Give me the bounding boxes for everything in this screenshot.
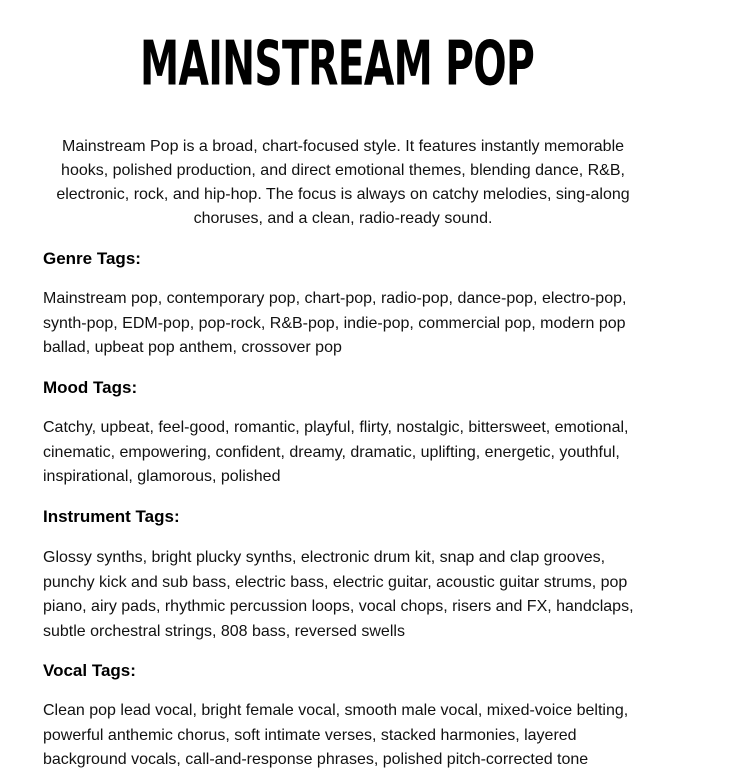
mood-tags-heading: Mood Tags:	[43, 378, 138, 397]
mood-tags-text: Catchy, upbeat, feel-good, romantic, playful, flirty, nostalgic, bittersweet, emotional, cinematic, empowering, confident, dreamy, dramatic, uplifting, energetic, youthful, inspirational, glamorous, polished	[43, 419, 629, 485]
instrument-tags-heading: Instrument Tags:	[43, 507, 180, 526]
page-title: MAINSTREAM POP	[140, 28, 535, 100]
vocal-tags-heading: Vocal Tags:	[43, 661, 136, 680]
genre-tags-text: Mainstream pop, contemporary pop, chart-pop, radio-pop, dance-pop, electro-pop, synth-pop, EDM-pop, pop-rock, R&B-pop, indie-pop, commercial pop, modern pop ballad, upbeat pop anthem, crossover pop	[43, 290, 627, 356]
intro-paragraph: Mainstream Pop is a broad, chart-focused style. It features instantly memorable hooks, polished production, and direct emotional themes, blending dance, R&B, electronic, rock, and hip-hop. The focus is always on catchy melodies, sing-along choruses, and a clean, radio-ready sound.	[56, 138, 630, 227]
instrument-tags-text: Glossy synths, bright plucky synths, electronic drum kit, snap and clap grooves, punchy kick and sub bass, electric bass, electric guitar, acoustic guitar strums, pop piano, airy pads, rhythmic percussion loops, vocal chops, risers and FX, handclaps, subtle orchestral strings, 808 bass, reversed swells	[43, 549, 634, 640]
genre-tags-heading: Genre Tags:	[43, 249, 141, 268]
vocal-tags-text: Clean pop lead vocal, bright female vocal, smooth male vocal, mixed-voice belting, powerful anthemic chorus, soft intimate verses, stacked harmonies, layered background vocals, call-and-response phrases, polished pitch-corrected tone	[43, 702, 629, 768]
